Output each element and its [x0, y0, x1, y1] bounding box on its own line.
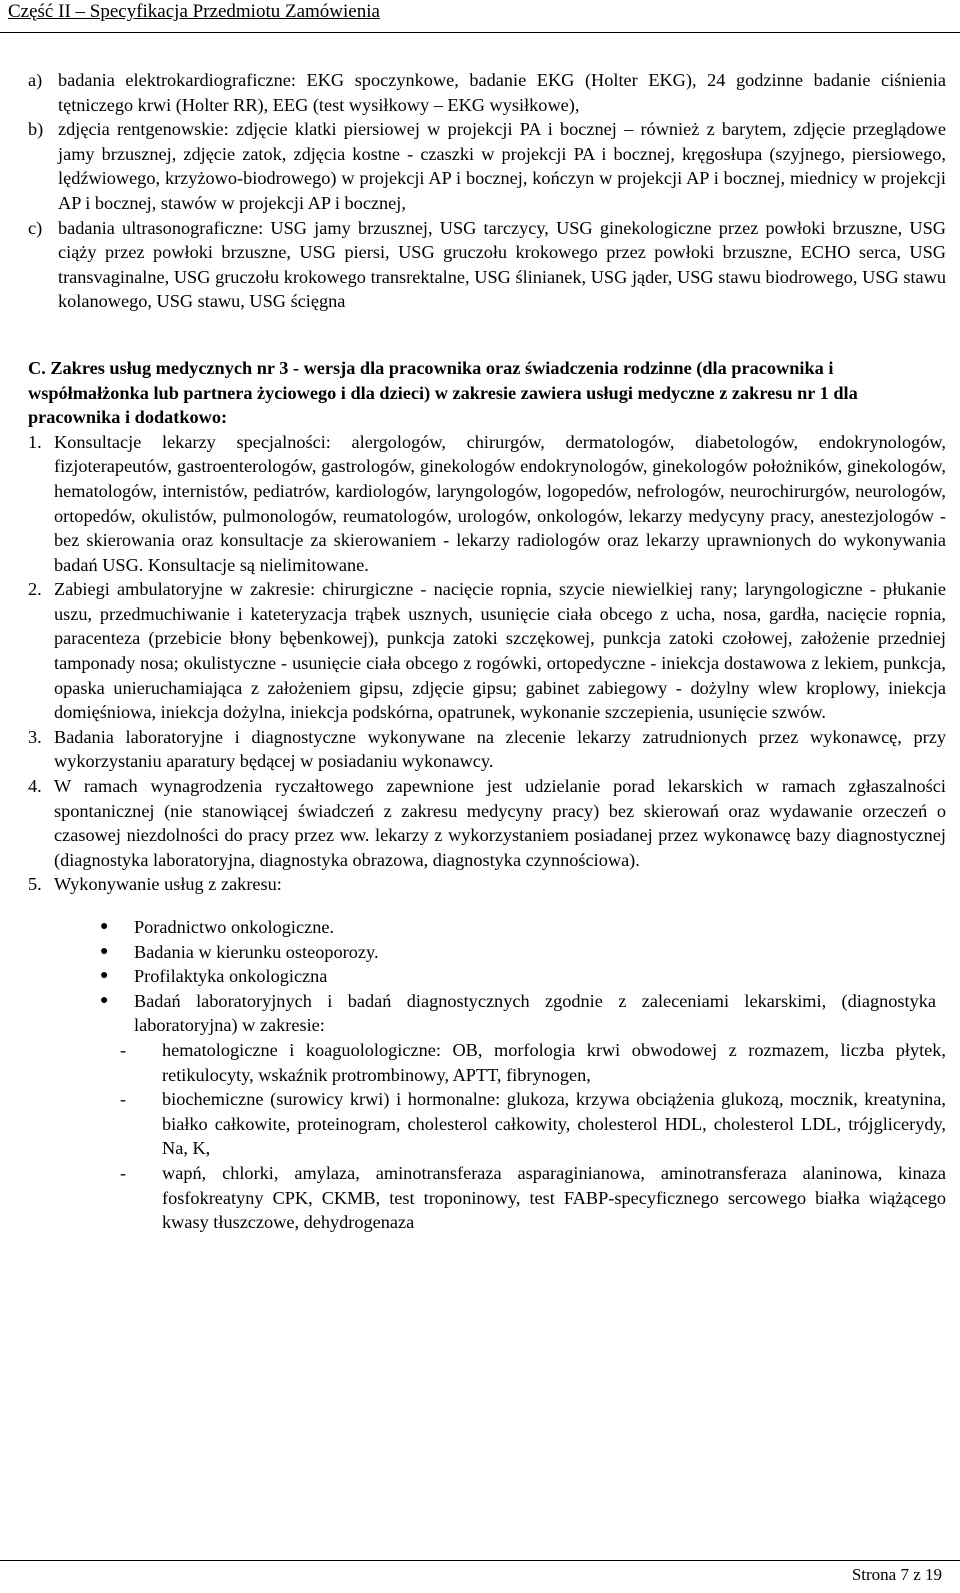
bullet-icon: ●: [100, 919, 109, 934]
list-label: a): [28, 70, 43, 90]
dash-text: wapń, chlorki, amylaza, aminotransferaza asparaginianowa, aminotransferaza alaninowa, kinaza fosfokreatyny CPK, CKMB, test troponinowy, test FABP-specyficznego sercowego białka wiążącego kwasy tłuszczowe, dehydrogenaza: [162, 1162, 946, 1233]
list-text: badania ultrasonograficzne: USG jamy brzusznej, USG tarczycy, USG ginekologiczne przez powłoki brzuszne, USG ciąży przez powłoki brzuszne, USG piersi, USG gruczołu krokowego przez powłoki brzuszne, ECHO serca, USG transvaginalne, USG gruczołu krokowego transrektalne, USG ślinianek, USG jąder, USG stawu biodrowego, USG stawu kolanowego, USG stawu, USG ścięgna: [58, 217, 946, 312]
list-label: 5.: [28, 874, 42, 895]
numbered-item-5: [28, 872, 946, 897]
bullet-icon: ●: [100, 943, 109, 959]
document-body: [28, 68, 946, 1235]
dash-text: biochemiczne (surowicy krwi) i hormonalne: glukoza, krzywa obciążenia glukozą, mocznik, kreatynina, białko całkowite, proteinogram, cholesterol całkowity, cholesterol HDL, cholesterol LDL, trójglicerydy, Na, K,: [162, 1089, 946, 1159]
bullet-text: Badań laboratoryjnych i badań diagnostycznych zgodnie z zaleceniami lekarskimi, (diagnostyka laboratoryjna) w zakresie:: [134, 990, 936, 1036]
page-header-title: Część II – Specyfikacja Przedmiotu Zamówienia: [8, 1, 380, 22]
bullet-icon: ●: [100, 992, 109, 1008]
numbered-item-3: [28, 725, 946, 774]
list-text: Badania laboratoryjne i diagnostyczne wykonywane na zlecenie lekarzy zatrudnionych przez wykonawcę, przy wykorzystaniu aparatury będącej w posiadaniu wykonawcy.: [54, 726, 946, 772]
numbered-item-1: [28, 430, 946, 578]
dash-marker: -: [120, 1089, 127, 1110]
list-label: 1.: [28, 431, 42, 452]
header-rule: [0, 32, 960, 33]
bullet-item: [100, 915, 946, 940]
footer-rule: [0, 1560, 960, 1561]
section-c-heading: C. Zakres usług medycznych nr 3 - wersja dla pracownika oraz świadczenia rodzinne (dla pracownika i współmałżonka lub partnera życiowego i dla dzieci) w zakresie zawiera usługi medyczne z zakresu nr 1 dla pracownika i dodatkowo:: [28, 357, 858, 428]
list-label: 2.: [28, 579, 42, 600]
bullet-item: [100, 964, 946, 989]
dash-list: [28, 1038, 946, 1235]
list-item-a: [28, 68, 946, 117]
list-text: badania elektrokardiograficzne: EKG spoczynkowe, badanie EKG (Holter EKG), 24 godzinne badanie ciśnienia tętniczego krwi (Holter RR), EEG (test wysiłkowy – EKG wysiłkowe),: [58, 70, 946, 115]
bullet-text: Badania w kierunku osteoporozy.: [134, 941, 379, 962]
list-text: zdjęcia rentgenowskie: zdjęcie klatki piersiowej w projekcji PA i bocznej – również z barytem, zdjęcie przeglądowe jamy brzusznej, zdjęcie zatok, zdjęcia kostne - czaszki w projekcji PA i bocznej, kręgosłupa (szyjnego, piersiowego, lędźwiowego, krzyżowo-biodrowego) w projekcji AP i bocznej, kończyn w projekcji AP i bocznej, miednicy w projekcji AP i bocznej, stawów w projekcji AP i bocznej,: [58, 119, 946, 213]
list-text: Wykonywanie usług z zakresu:: [54, 874, 282, 895]
dash-item: [28, 1087, 946, 1161]
bullet-list: [28, 915, 946, 1038]
bullet-item: [100, 940, 946, 965]
list-text: Zabiegi ambulatoryjne w zakresie: chirurgiczne - nacięcie ropnia, szycie niewielkiej rany; laryngologiczne - płukanie uszu, przedmuchiwanie i kateteryzacja trąbek usznych, usunięcie ciała obcego z ucha, nosa, gardła, nacięcie ropnia, paracenteza (przebicie błony bębenkowej), punkcja zatoki szczękowej, punkcja zatoki czołowej, założenie przedniej tamponady nosa; okulistyczne - usunięcie ciała obcego z rogówki, ortopedyczne - iniekcja dostawowa z lekiem, punkcja, opaska unieruchamiająca z założeniem gipsu, zdjęcie gipsu; gabinet zabiegowy - dożylny wlew kroplowy, iniekcja domięśniowa, iniekcja dożylna, iniekcja podskórna, opatrunek, wykonanie szczepienia, usunięcie szwów.: [54, 579, 946, 723]
list-item-b: [28, 117, 946, 215]
bullet-icon: ●: [100, 968, 109, 984]
list-label: 4.: [28, 776, 42, 797]
page-number: Strona 7 z 19: [851, 1565, 942, 1584]
bullet-text: Profilaktyka onkologiczna: [134, 966, 328, 987]
numbered-item-2: [28, 577, 946, 725]
bullet-text: Poradnictwo onkologiczne.: [134, 917, 335, 937]
numbered-item-4: [28, 774, 946, 872]
letter-list: [28, 68, 946, 314]
list-label: 3.: [28, 726, 42, 747]
dash-item: [28, 1161, 946, 1235]
bullet-item: [100, 989, 946, 1038]
numbered-list: [28, 430, 946, 897]
list-text: Konsultacje lekarzy specjalności: alergologów, chirurgów, dermatologów, diabetologów, endokrynologów, fizjoterapeutów, gastroenterologów, gastrologów, ginekologów endokrynologów, ginekologów położników, ginekologów, hematologów, internistów, pediatrów, kardiologów, laryngologów, logopedów, nefrologów, neurochirurgów, neurologów, ortopedów, okulistów, pulmonologów, reumatologów, urologów, onkologów, lekarzy medycyny pracy, anestezjologów - bez skierowania oraz konsultacje za skierowaniem - lekarzy radiologów oraz lekarzy uprawnionych do wykonywania badań USG. Konsultacje są nielimitowane.: [54, 431, 946, 575]
list-label: b): [28, 119, 44, 140]
dash-item: [28, 1038, 946, 1087]
dash-marker: -: [120, 1039, 127, 1060]
dash-text: hematologiczne i koaguolologiczne: OB, morfologia krwi obwodowej z rozmazem, liczba płytek, retikulocyty, wskaźnik protrombinowy, APTT, fibrynogen,: [162, 1039, 946, 1085]
list-text: W ramach wynagrodzenia ryczałtowego zapewnione jest udzielanie porad lekarskich w ramach zgłaszalności spontanicznej (nie stanowiącej świadczeń z zakresu medycyny pracy) bez skierowań oraz wydawanie orzeczeń o czasowej niezdolności do pracy przez ww. lekarzy z wykorzystaniem posiadanej przez wykonawcę bazy diagnostycznej (diagnostyka laboratoryjna, diagnostyka obrazowa, diagnostyka czynnościowa).: [54, 776, 946, 870]
dash-marker: -: [120, 1162, 127, 1183]
list-item-c: [28, 216, 946, 314]
list-label: c): [28, 217, 43, 238]
